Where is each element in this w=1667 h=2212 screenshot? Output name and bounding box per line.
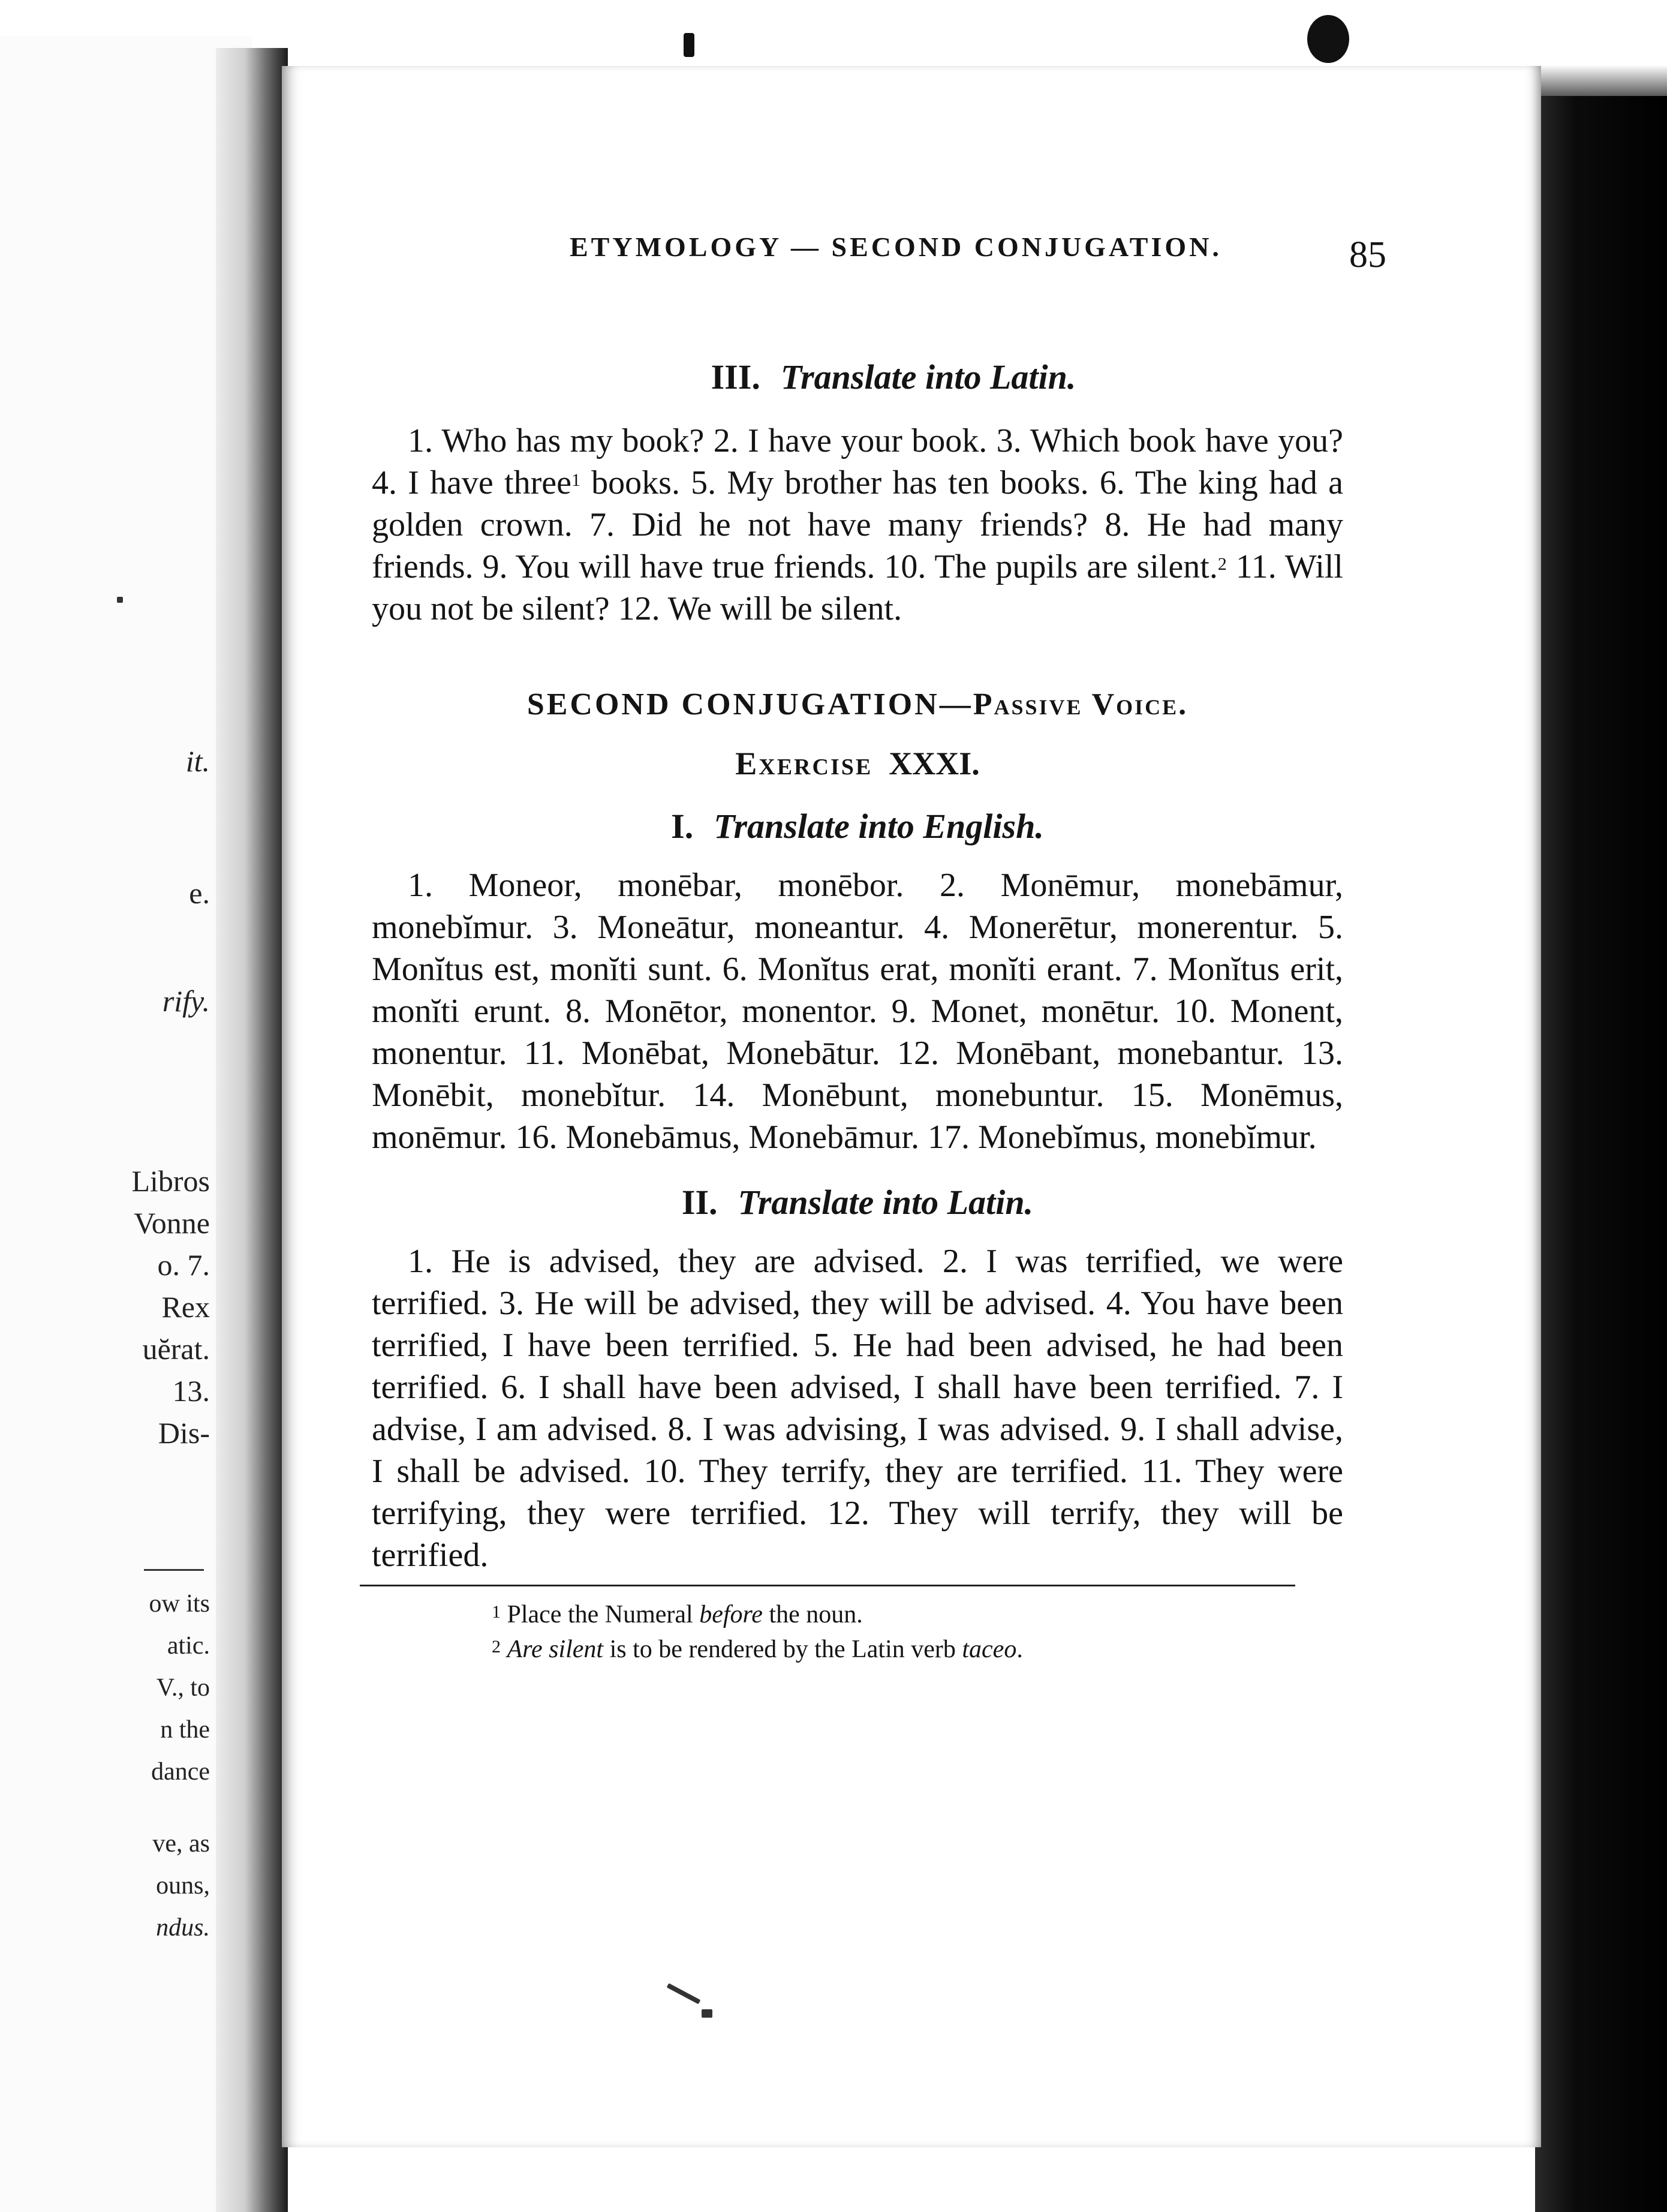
footnote-ref-1: 1: [571, 470, 580, 490]
text-run: before: [699, 1601, 763, 1628]
left-note: ve, as: [152, 1830, 210, 1858]
left-note: atic.: [167, 1632, 210, 1660]
exercise-number: XXXI.: [889, 746, 980, 782]
section-heading-iii: [372, 357, 1343, 397]
text-run: 11. Will you not be silent? 12. We will be silent.: [372, 548, 1343, 627]
ink-speck: [667, 1983, 701, 2004]
left-note: dance: [151, 1758, 210, 1786]
text-run: .: [1016, 1636, 1023, 1663]
ink-speck: [702, 2009, 712, 2018]
text-run: taceo: [962, 1636, 1017, 1663]
text-run: Are silent: [507, 1636, 604, 1663]
footnote-mark: 2: [492, 1637, 501, 1657]
left-fragment: Libros: [131, 1164, 210, 1198]
page-gutter: [216, 48, 288, 2212]
exercise-label: Exercise: [735, 746, 873, 782]
exercise-text-ii: 1. He is advised, they are advised. 2. I was terrified, we were terrified. 3. He will be advised, they will be advised. 4. You have been terrified, I have been terrified. 5. He had been advised, he had been terrified. 6. I shall have been advised, I shall have been terrified. 7. I advise, I am advised. 8. I was advising, I was advised. 9. I shall advise, I shall be advised. 10. They terrify, they are terrified. 11. They were terrifying, they were terrified. 12. They will terrify, they will be terrified.: [372, 1243, 1343, 1574]
left-facing-page: [0, 36, 252, 2212]
left-note: ndus.: [156, 1914, 210, 1941]
page-number: 85: [1349, 235, 1386, 275]
left-fragment: rify.: [162, 984, 210, 1018]
left-fragment: Dis-: [158, 1416, 210, 1450]
section-title: Translate into Latin.: [738, 1183, 1034, 1222]
book-page: [282, 66, 1541, 2147]
section-title: Translate into English.: [714, 807, 1044, 846]
text-run: books. 5. My brother has ten books. 6. The king had a golden crown. 7. Did he not have many friends? 8. He had many friends. 9. You will have true friends. 10. The pupils are silent.: [372, 464, 1343, 585]
left-fragment: Vonne: [134, 1206, 210, 1240]
left-fragment: e.: [189, 876, 210, 910]
left-note: ow its: [149, 1590, 210, 1618]
footnote-1: [372, 1597, 1343, 1632]
book-binding-edge: [1535, 96, 1667, 2212]
left-fragment: o. 7.: [157, 1248, 210, 1282]
conjugation-heading: [372, 687, 1343, 722]
section-numeral: I.: [671, 807, 694, 846]
text-run: is to be rendered by the Latin verb: [603, 1636, 962, 1663]
footnote-ref-2: 2: [1217, 554, 1227, 574]
footnote-2: [372, 1632, 1343, 1667]
section-numeral: II.: [681, 1183, 718, 1222]
running-head: ETYMOLOGY — SECOND CONJUGATION.: [570, 232, 1222, 262]
binding-shadow-top: [1535, 0, 1667, 108]
footnote-mark: 1: [492, 1602, 501, 1622]
text-run: 1. Who has my book? 2. I have your book. 3. Which book have you? 4. I have three: [372, 422, 1343, 501]
text-run: the noun.: [762, 1601, 863, 1628]
ink-speck: [117, 597, 123, 603]
exercise-text-iii: [372, 420, 1343, 630]
footnote-rule: [360, 1585, 1295, 1586]
exercise-text-i: 1. Moneor, monēbar, monēbor. 2. Monēmur, monebāmur, monebĭmur. 3. Moneātur, moneantur. 4. Monerētur, monerentur. 5. Monĭtus est, monĭti sunt. 6. Monĭtus erat, monĭti erant. 7. Monĭtus erit, monĭti erunt. 8. Monētor, monentor. 9. Monet, monētur. 10. Monent, monentur. 11. Monēbat, Monebātur. 12. Monēbant, monebantur. 13. Monēbit, monebĭtur. 14. Monēbunt, monebuntur. 15. Monēmus, monēmur. 16. Monebāmus, Monebāmur. 17. Monebĭmus, monebĭmur.: [372, 867, 1343, 1156]
section-numeral: III.: [711, 357, 760, 396]
left-fragment: Rex: [161, 1290, 210, 1324]
left-fragment: it.: [185, 744, 210, 778]
conjugation-title: SECOND CONJUGATION—: [526, 687, 973, 722]
voice-title: Passive Voice.: [973, 687, 1188, 722]
left-fragment: uĕrat.: [142, 1332, 210, 1366]
section-heading-ii: [372, 1182, 1343, 1222]
left-note: ouns,: [156, 1872, 210, 1900]
left-footnote-rule: [144, 1569, 204, 1571]
left-note: n the: [160, 1716, 210, 1744]
ink-blot: [1307, 15, 1349, 63]
ink-speck: [684, 33, 694, 57]
section-title: Translate into Latin.: [780, 357, 1076, 396]
text-run: Place the Numeral: [507, 1601, 700, 1628]
section-heading-i: [372, 806, 1343, 846]
exercise-heading: [372, 745, 1343, 782]
left-fragment: 13.: [172, 1374, 210, 1408]
left-note: V., to: [156, 1674, 210, 1702]
page-content: [372, 216, 1343, 1667]
